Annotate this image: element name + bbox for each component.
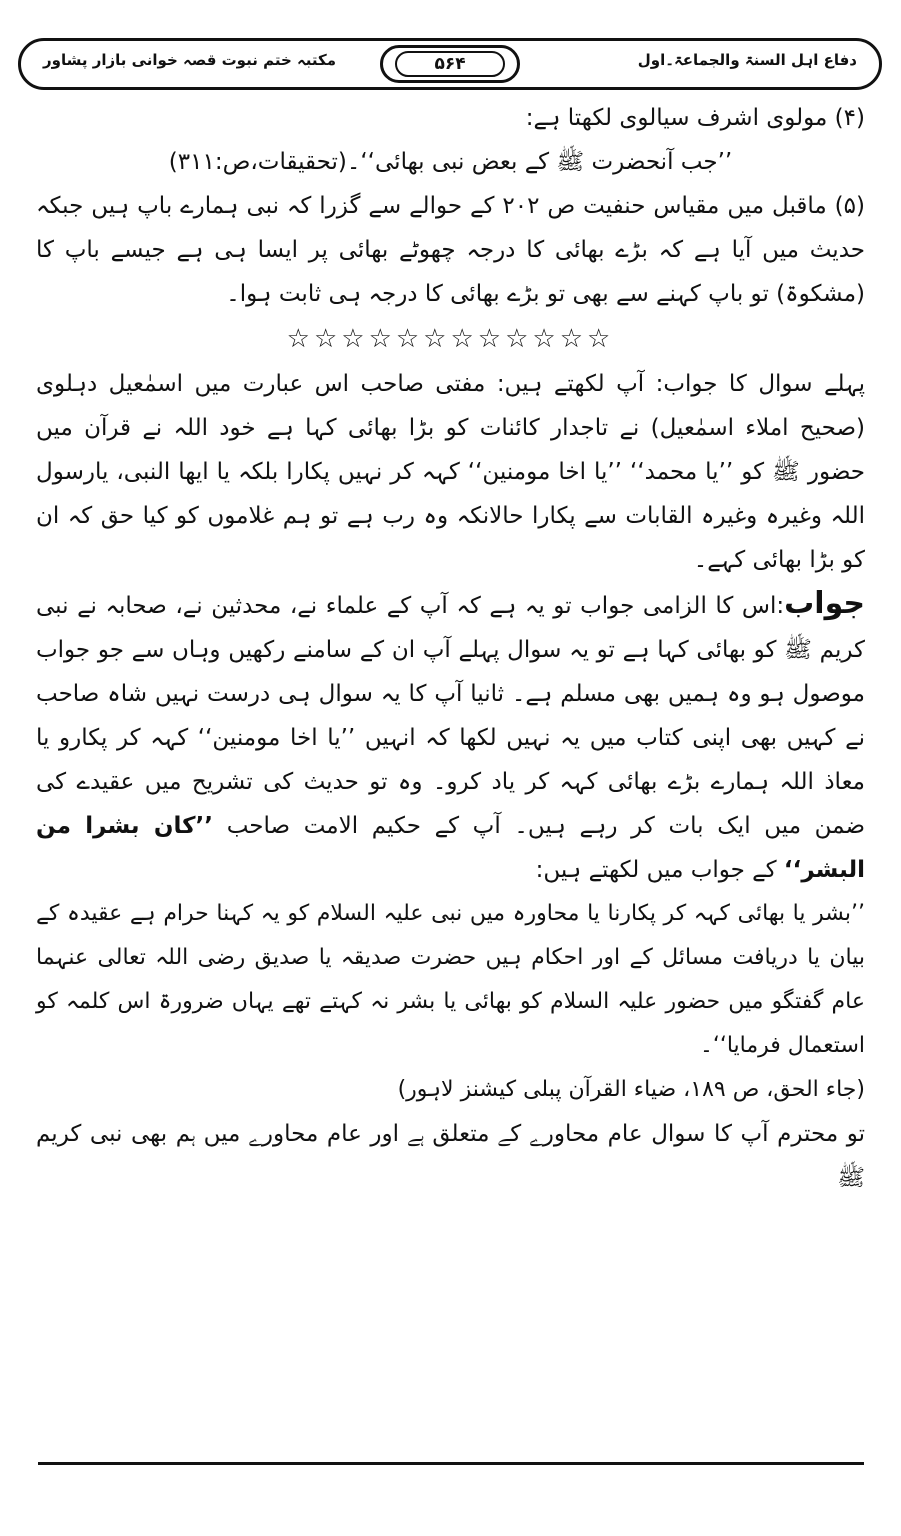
- block-quote: ’’بشر یا بھائی کہہ کر پکارنا یا محاورہ میں نبی علیہ السلام کو یہ کہنا حرام ہے عقیدہ کے بیان یا دریافت مسائل کے اور احکام ہیں حضرت صدیقہ یا صدیق رضی اللہ تعالی عنہما عام گفتگو میں حضور علیہ السلام کو بھائی یا بشر نہ کہتے تھے یہاں ضرورۃ اس کلمہ کو استعمال فرمایا‘‘۔: [36, 901, 865, 1058]
- paragraph-5: (۵) ماقبل میں مقیاس حنفیت ص ۲۰۲ کے حوالے سے گزرا کہ نبی ہمارے باپ ہیں جبکہ حدیث میں آیا ہے کہ بڑے بھائی کا درجہ چھوٹے بھائی پر ایسا ہی ہے جیسے باپ کا (مشکوۃ) تو باپ کہنے سے بھی تو بڑے بھائی کا درجہ ہی ثابت ہوا۔: [36, 193, 865, 307]
- page-number: ۵۶۴: [395, 51, 505, 77]
- page-body: [36, 96, 865, 1200]
- quote-sialvi: ’’جب آنحضرت ﷺ کے بعض نبی بھائی‘‘۔(تحقیقات،ص:۳۱۱): [168, 149, 733, 175]
- answer-label: جواب: [784, 586, 865, 621]
- citation: (جاء الحق، ص ۱۸۹، ضیاء القرآن پبلی کیشنز لاہور): [397, 1077, 865, 1102]
- answer-bold-phrase: ’’کان بشرا من البشر‘‘: [36, 813, 865, 883]
- first-question-paragraph: پہلے سوال کا جواب: آپ لکھتے ہیں: مفتی صاحب اس عبارت میں اسمٰعیل دہلوی (صحیح املاء اسمٰعیل) نے تاجدار کائنات کو بڑا بھائی کہا ہے خود اللہ نے قرآن میں حضور ﷺ کو ’’یا محمد‘‘ ’’یا اخا مومنین‘‘ کہہ کر نہیں پکارا بلکہ یا ایھا النبی، یارسول اللہ وغیرہ وغیرہ القابات سے پکارا حالانکہ وہ رب ہے تو ہم غلاموں کو کیا حق کہ ان کو بڑا بھائی کہے۔: [36, 371, 865, 573]
- answer-text-a: :اس کا الزامی جواب تو یہ ہے کہ آپ کے علماء نے، محدثین نے، صحابہ نے نبی کریم ﷺ کو بھائی کہا ہے تو یہ سوال پہلے آپ ان کے سامنے رکھیں وہاں سے جو جواب موصول ہو وہ ہمیں بھی مسلم ہے۔ ثانیا آپ کا یہ سوال ہی درست نہیں شاہ صاحب نے کہیں بھی اپنی کتاب میں یہ نہیں لکھا کہ انہیں ’’یا اخا مومنین‘‘ کہہ کر پکارو یا معاذ اللہ ہمارے بڑے بھائی کہہ کر یاد کرو۔ وہ تو حدیث کی تشریح میں عقیدے کی ضمن میں ایک بات کر رہے ہیں۔ آپ کے حکیم الامت صاحب: [36, 593, 866, 839]
- closing-paragraph: تو محترم آپ کا سوال عام محاورے کے متعلق ہے اور عام محاورے میں ہم بھی نبی کریم ﷺ: [36, 1121, 865, 1191]
- star-divider: ☆☆☆☆☆☆☆☆☆☆☆☆: [286, 324, 615, 354]
- book-title: دفاع اہل السنۃ والجماعۃ۔اول: [637, 51, 857, 69]
- publisher-title: مکتبہ ختم نبوت قصہ خوانی بازار پشاور: [43, 51, 337, 69]
- answer-text-b: کے جواب میں لکھتے ہیں:: [535, 857, 777, 883]
- footer-rule: [38, 1462, 864, 1465]
- page-number-badge: [380, 45, 520, 83]
- answer-paragraph: [36, 582, 865, 892]
- paragraph-4-heading: (۴) مولوی اشرف سیالوی لکھتا ہے:: [525, 105, 865, 131]
- page-header: [18, 38, 882, 90]
